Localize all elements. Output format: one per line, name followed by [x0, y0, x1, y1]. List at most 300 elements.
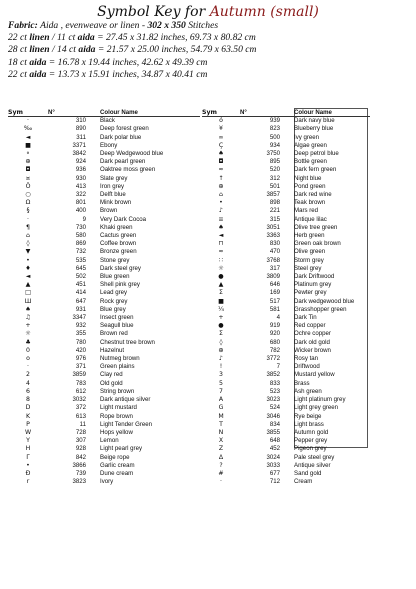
stitch-size: 302 x 350: [145, 20, 186, 31]
symbol-cell: §: [26, 207, 30, 215]
thread-number-cell: 3772: [266, 355, 280, 363]
colour-name-cell: Light platinum grey: [294, 396, 346, 404]
table-row: [8, 183, 200, 191]
colour-name-cell: Autumn gold: [294, 428, 329, 436]
count-mid: / 14 ct: [49, 44, 76, 56]
symbol-cell: ≈: [218, 248, 224, 256]
fabric-count-line: [8, 69, 256, 81]
thread-number-cell: 3033: [266, 461, 280, 469]
table-row: [202, 125, 370, 133]
table-row: [202, 330, 370, 338]
colour-name-cell: Antique lilac: [294, 215, 327, 223]
table-row: [202, 134, 370, 142]
symbol-cell: Ω: [25, 199, 31, 207]
count-ct: 22 ct: [8, 68, 27, 80]
table-row: [8, 388, 200, 396]
fabric-label: Fabric:: [8, 20, 38, 31]
thread-number-cell: 535: [75, 256, 86, 264]
table-row: [202, 363, 370, 371]
table-row: [8, 363, 200, 371]
table-row: [8, 289, 200, 297]
colour-name-cell: Mars red: [294, 207, 319, 215]
symbol-cell: Z: [218, 445, 224, 453]
thread-number-cell: 645: [75, 264, 86, 272]
colour-name-cell: Slate grey: [100, 174, 128, 182]
thread-number-cell: 3750: [266, 150, 280, 157]
fabric-count-lines: [8, 32, 256, 81]
count-fabric-2: aida: [77, 32, 95, 44]
symbol-cell: ▲: [218, 281, 224, 289]
colour-name-cell: Coffee brown: [100, 240, 137, 248]
thread-number-cell: 169: [269, 289, 280, 297]
table-row: [202, 224, 370, 232]
header-name: Colour Name: [94, 108, 200, 117]
symbol-cell: ⊓: [218, 240, 224, 248]
thread-number-cell: 3023: [266, 396, 280, 404]
symbol-cell: P: [26, 420, 30, 428]
count-dims: = 16.78 x 19.44 inches, 42.62 x 49.39 cm: [46, 56, 208, 68]
table-row: [8, 404, 200, 412]
colour-name-cell: Rosy tan: [294, 355, 319, 363]
symbol-cell: +: [218, 314, 224, 322]
thread-number-cell: 3768: [266, 256, 280, 264]
table-row: [202, 339, 370, 347]
table-row: [8, 265, 200, 273]
symbol-cell: ◘: [218, 158, 224, 166]
colour-name-cell: Light brass: [294, 420, 324, 428]
colour-name-cell: Ebony: [100, 141, 118, 149]
table-row: [202, 240, 370, 248]
colour-name-cell: Grasshopper green: [294, 305, 347, 313]
thread-number-cell: 732: [75, 248, 86, 256]
colour-name-cell: Chestnut tree brown: [100, 338, 155, 346]
colour-name-cell: Blueberry blue: [294, 125, 334, 133]
symbol-cell: ◘: [25, 166, 31, 174]
colour-name-cell: Dark Tin: [294, 314, 317, 322]
title-prefix: Symbol Key for: [97, 4, 206, 20]
thread-number-cell: 612: [75, 387, 86, 395]
header-num: N°: [240, 108, 288, 117]
table-row: [8, 330, 200, 338]
colour-name-cell: Mustard yellow: [294, 371, 335, 379]
count-mid: / 11 ct: [49, 32, 76, 44]
count-fabric-2: aida: [78, 44, 96, 56]
symbol-cell: K: [25, 412, 31, 420]
colour-name-cell: Dark old gold: [294, 338, 330, 346]
symbol-cell: Ш: [24, 297, 32, 305]
thread-number-cell: 869: [75, 240, 86, 248]
fabric-line: [8, 20, 256, 32]
colour-name-cell: Oaktree moss green: [100, 166, 156, 174]
table-row: [8, 347, 200, 355]
table-row: [8, 150, 200, 158]
symbol-cell: ◄: [25, 273, 31, 281]
colour-name-cell: Old gold: [100, 379, 123, 387]
colour-name-cell: Delft blue: [100, 191, 126, 199]
symbol-cell: □: [25, 289, 31, 297]
thread-number-cell: 931: [75, 305, 86, 313]
thread-number-cell: 4: [276, 314, 280, 322]
header-sym: Sym: [8, 108, 48, 117]
header-sym: Sym: [202, 108, 240, 117]
symbol-cell: Ç: [218, 141, 224, 149]
thread-number-cell: 580: [75, 232, 86, 240]
thread-number-cell: 936: [75, 166, 86, 174]
colour-name-cell: Green oak brown: [294, 240, 341, 248]
table-row: [8, 281, 200, 289]
colour-name-cell: Blue green: [100, 273, 130, 281]
symbol-cell: ⚬: [25, 150, 31, 157]
symbol-cell: ·: [27, 363, 29, 371]
colour-name-cell: Dark antique silver: [100, 396, 151, 404]
colour-name-cell: Nutmeg brown: [100, 355, 140, 363]
thread-number-cell: 3823: [72, 478, 86, 486]
symbol-cell: ∷: [219, 256, 223, 264]
table-row: [202, 158, 370, 166]
thread-number-cell: 310: [75, 117, 86, 125]
thread-number-cell: 3866: [72, 461, 86, 469]
thread-number-cell: 646: [269, 281, 280, 289]
count-fabric-2: aida: [29, 68, 47, 80]
table-row: [202, 281, 370, 289]
colour-name-cell: Blue grey: [100, 305, 126, 313]
colour-name-cell: Dark steel grey: [100, 264, 141, 272]
symbol-cell: Ð: [25, 469, 31, 477]
symbol-cell: 4: [26, 379, 30, 387]
symbol-cell: Σ: [219, 289, 223, 297]
table-row: [202, 289, 370, 297]
colour-name-cell: Deep forest green: [100, 125, 149, 133]
table-row: [202, 142, 370, 150]
symbol-cell: ⊕: [218, 182, 224, 190]
symbol-cell: ◄: [218, 232, 224, 240]
symbol-cell: ♪: [219, 355, 223, 363]
thread-number-cell: 315: [269, 215, 280, 223]
table-row: [8, 470, 200, 478]
colour-name-cell: Bronze green: [100, 248, 137, 256]
colour-name-cell: Hazelnut: [100, 346, 125, 354]
table-row: [202, 306, 370, 314]
table-row: [202, 117, 370, 126]
colour-name-cell: Seagull blue: [100, 322, 134, 330]
symbol-cell: ▲: [25, 281, 31, 289]
colour-name-cell: Beige rope: [100, 453, 130, 461]
symbol-cell: !: [219, 363, 223, 371]
colour-name-cell: Cream: [294, 478, 313, 486]
thread-number-cell: 413: [75, 182, 86, 190]
symbol-cell: ‰: [23, 125, 33, 133]
table-row: [8, 380, 200, 388]
colour-name-cell: Ivy green: [294, 133, 320, 141]
colour-name-cell: Teak brown: [294, 199, 326, 207]
table-row: [202, 380, 370, 388]
thread-number-cell: 932: [75, 322, 86, 330]
symbol-cell: D: [25, 404, 31, 412]
colour-name-cell: Brown: [100, 207, 118, 215]
table-row: [202, 437, 370, 445]
table-row: [202, 150, 370, 158]
fabric-text: Aida , evenweave or linen -: [37, 20, 146, 31]
symbol-cell: Y: [26, 437, 30, 445]
thread-number-cell: 470: [269, 248, 280, 256]
count-fabric-1: linen: [29, 44, 50, 56]
symbol-cell: ó: [219, 117, 223, 125]
thread-number-cell: 517: [269, 297, 280, 305]
thread-number-cell: 3852: [266, 371, 280, 379]
table-row: [8, 175, 200, 183]
table-row: [8, 273, 200, 281]
colour-name-cell: Platinum grey: [294, 281, 332, 289]
table-row: [8, 429, 200, 437]
symbol-cell: •: [219, 199, 223, 207]
colour-name-cell: Pond green: [294, 182, 326, 190]
symbol-cell: Σ: [219, 330, 223, 338]
table-row: [8, 125, 200, 133]
colour-name-cell: Clay red: [100, 371, 123, 379]
table-row: [8, 117, 200, 126]
table-row: [8, 158, 200, 166]
symbol-cell: •: [26, 256, 30, 264]
colour-name-cell: Deep Wedgewood blue: [100, 150, 164, 157]
fabric-count-line: [8, 32, 256, 44]
thread-number-cell: 833: [269, 379, 280, 387]
colour-name-cell: Hops yellow: [100, 428, 133, 436]
thread-number-cell: 890: [75, 125, 86, 133]
thread-number-cell: 928: [75, 445, 86, 453]
table-row: [8, 462, 200, 470]
table-row: [8, 257, 200, 265]
thread-number-cell: 834: [269, 420, 280, 428]
symbol-cell: ♫: [25, 314, 31, 322]
symbol-cell: G: [218, 404, 224, 412]
colour-name-cell: Rock grey: [100, 297, 128, 305]
header-num: N°: [48, 108, 94, 117]
thread-number-cell: 3855: [266, 428, 280, 436]
header-name: Colour Name: [288, 108, 370, 117]
colour-name-cell: Dark wedgewood blue: [294, 297, 355, 305]
table-row: [202, 199, 370, 207]
table-row: [8, 322, 200, 330]
symbol-cell: r: [26, 478, 30, 486]
table-row: [202, 478, 370, 486]
colour-name-cell: Light grey green: [294, 404, 339, 412]
table-row: [8, 216, 200, 224]
symbol-cell: ☼: [25, 330, 31, 338]
thread-number-cell: 898: [269, 199, 280, 207]
table-row: [202, 421, 370, 429]
colour-name-cell: Dark fern green: [294, 166, 337, 174]
table-row: [8, 232, 200, 240]
colour-name-cell: Light pearl grey: [100, 445, 143, 453]
symbol-cell: ●: [218, 322, 224, 330]
thread-number-cell: 842: [75, 453, 86, 461]
table-row: [202, 355, 370, 363]
symbol-cell: ?: [219, 461, 223, 469]
thread-number-cell: 3371: [72, 141, 86, 149]
thread-number-cell: 500: [269, 133, 280, 141]
table-row: [202, 175, 370, 183]
thread-number-cell: 780: [75, 338, 86, 346]
colour-name-cell: String brown: [100, 387, 135, 395]
table-row: [202, 216, 370, 224]
table-row: [202, 314, 370, 322]
thread-number-cell: 581: [269, 305, 280, 313]
symbol-cell: ⌂: [26, 232, 30, 240]
colour-name-cell: Olive green: [294, 248, 326, 256]
thread-number-cell: 924: [75, 158, 86, 166]
count-dims: = 13.73 x 15.91 inches, 34.87 x 40.41 cm: [46, 68, 208, 80]
colour-name-cell: Pigeon grey: [294, 445, 327, 453]
symbol-cell: •: [26, 461, 30, 469]
thread-number-cell: 355: [75, 330, 86, 338]
colour-name-cell: Sand gold: [294, 469, 322, 477]
table-row: [8, 355, 200, 363]
thread-number-cell: 3363: [266, 232, 280, 240]
count-ct: 28 ct: [8, 44, 27, 56]
symbol-cell: A: [218, 396, 224, 404]
count-ct: 22 ct: [8, 32, 27, 44]
symbol-cell: ■: [218, 297, 224, 305]
symbol-cell: ⌂: [219, 191, 223, 199]
thread-number-cell: 3024: [266, 453, 280, 461]
thread-number-cell: 452: [269, 445, 280, 453]
symbol-cell: ◊: [219, 338, 223, 346]
colour-name-cell: Lemon: [100, 437, 119, 445]
colour-name-cell: Steel grey: [294, 264, 322, 272]
table-row: [202, 191, 370, 199]
count-dims: = 27.45 x 31.82 inches, 69.73 x 80.82 cm: [94, 32, 256, 44]
count-fabric-2: aida: [29, 56, 47, 68]
symbol-cell: ●: [218, 273, 224, 281]
table-row: [202, 347, 370, 355]
table-row: [8, 445, 200, 453]
count-fabric-1: linen: [29, 32, 50, 44]
symbol-cell: ♠: [218, 150, 224, 157]
colour-name-cell: Dark Driftwood: [294, 273, 335, 281]
symbol-cell: #: [218, 469, 224, 477]
symbol-cell: ∞: [218, 133, 224, 141]
thread-number-cell: 322: [75, 191, 86, 199]
colour-name-cell: Iron grey: [100, 182, 125, 190]
colour-name-cell: Very Dark Cocoa: [100, 215, 147, 223]
table-row: [8, 437, 200, 445]
thread-number-cell: 523: [269, 387, 280, 395]
thread-number-cell: 311: [76, 133, 86, 141]
symbol-cell: H: [25, 445, 31, 453]
table-row: [202, 166, 370, 174]
thread-number-cell: 3032: [72, 396, 86, 404]
table-row: [202, 413, 370, 421]
thread-number-cell: 930: [75, 174, 86, 182]
table-row: [8, 191, 200, 199]
symbol-cell: o: [26, 355, 30, 363]
symbol-cell: ♪: [219, 207, 223, 215]
table-row: [202, 207, 370, 215]
colour-name-cell: Antique silver: [294, 461, 331, 469]
symbol-cell: ♠: [25, 305, 31, 313]
symbol-cell: 0: [26, 346, 30, 354]
symbol-cell: 7: [219, 387, 223, 395]
colour-name-cell: Dune cream: [100, 469, 134, 477]
symbol-cell: W: [24, 428, 32, 436]
table-row: [202, 265, 370, 273]
fabric-info: [8, 20, 256, 81]
table-row: [8, 371, 200, 379]
thread-number-cell: 782: [269, 346, 280, 354]
table-row: [8, 134, 200, 142]
colour-name-cell: Garlic cream: [100, 461, 135, 469]
thread-number-cell: 801: [75, 199, 86, 207]
colour-name-cell: Rye beige: [294, 412, 322, 420]
thread-number-cell: 677: [269, 469, 280, 477]
table-row: [202, 470, 370, 478]
table-row: [8, 454, 200, 462]
count-ct: 18 ct: [8, 56, 27, 68]
colour-name-cell: Pewter grey: [294, 289, 327, 297]
thread-number-cell: 976: [75, 355, 86, 363]
colour-name-cell: Khaki green: [100, 223, 133, 231]
colour-name-cell: Ash green: [294, 387, 322, 395]
symbol-cell: Ö: [25, 182, 31, 190]
symbol-cell: 6: [26, 387, 30, 395]
symbol-cell: 8: [26, 396, 30, 404]
colour-name-cell: Mink brown: [100, 199, 132, 207]
table-row: [202, 454, 370, 462]
thread-number-cell: 501: [269, 182, 280, 190]
symbol-cell: ·: [27, 117, 29, 125]
symbol-cell: 3: [219, 371, 223, 379]
table-row: [202, 429, 370, 437]
thread-number-cell: 3842: [72, 150, 86, 157]
table-row: [202, 273, 370, 281]
table-row: [8, 248, 200, 256]
key-table-right: [202, 108, 370, 486]
symbol-cell: ♦: [25, 264, 31, 272]
table-row: [202, 248, 370, 256]
thread-number-cell: 680: [269, 338, 280, 346]
table-row: [8, 306, 200, 314]
thread-number-cell: 372: [75, 404, 86, 412]
thread-number-cell: 939: [269, 117, 280, 125]
table-row: [202, 183, 370, 191]
symbol-cell: ⊕: [25, 158, 31, 166]
colour-name-cell: Wicker brown: [294, 346, 331, 354]
colour-name-cell: Lead grey: [100, 289, 128, 297]
table-row: [202, 462, 370, 470]
colour-name-cell: Driftwood: [294, 363, 320, 371]
table-row: [8, 224, 200, 232]
table-row: [8, 396, 200, 404]
thread-number-cell: 613: [75, 412, 86, 420]
thread-number-cell: 3046: [266, 412, 280, 420]
colour-name-cell: Green plains: [100, 363, 135, 371]
thread-number-cell: 502: [75, 273, 86, 281]
table-row: [8, 199, 200, 207]
symbol-cell: ·: [27, 215, 29, 223]
colour-name-cell: Dark polar blue: [100, 133, 142, 141]
thread-number-cell: 823: [269, 125, 280, 133]
symbol-cell: ¤: [26, 174, 30, 182]
thread-number-cell: 3809: [266, 273, 280, 281]
colour-name-cell: Storm grey: [294, 256, 324, 264]
symbol-cell: ·: [220, 478, 222, 486]
colour-name-cell: Shell pink grey: [100, 281, 140, 289]
title-pattern-name: Autumn (small): [209, 4, 319, 20]
colour-name-cell: Ivory: [100, 478, 114, 486]
thread-number-cell: 11: [79, 420, 86, 428]
symbol-cell: ▼: [25, 248, 31, 256]
fabric-count-line: [8, 57, 256, 69]
